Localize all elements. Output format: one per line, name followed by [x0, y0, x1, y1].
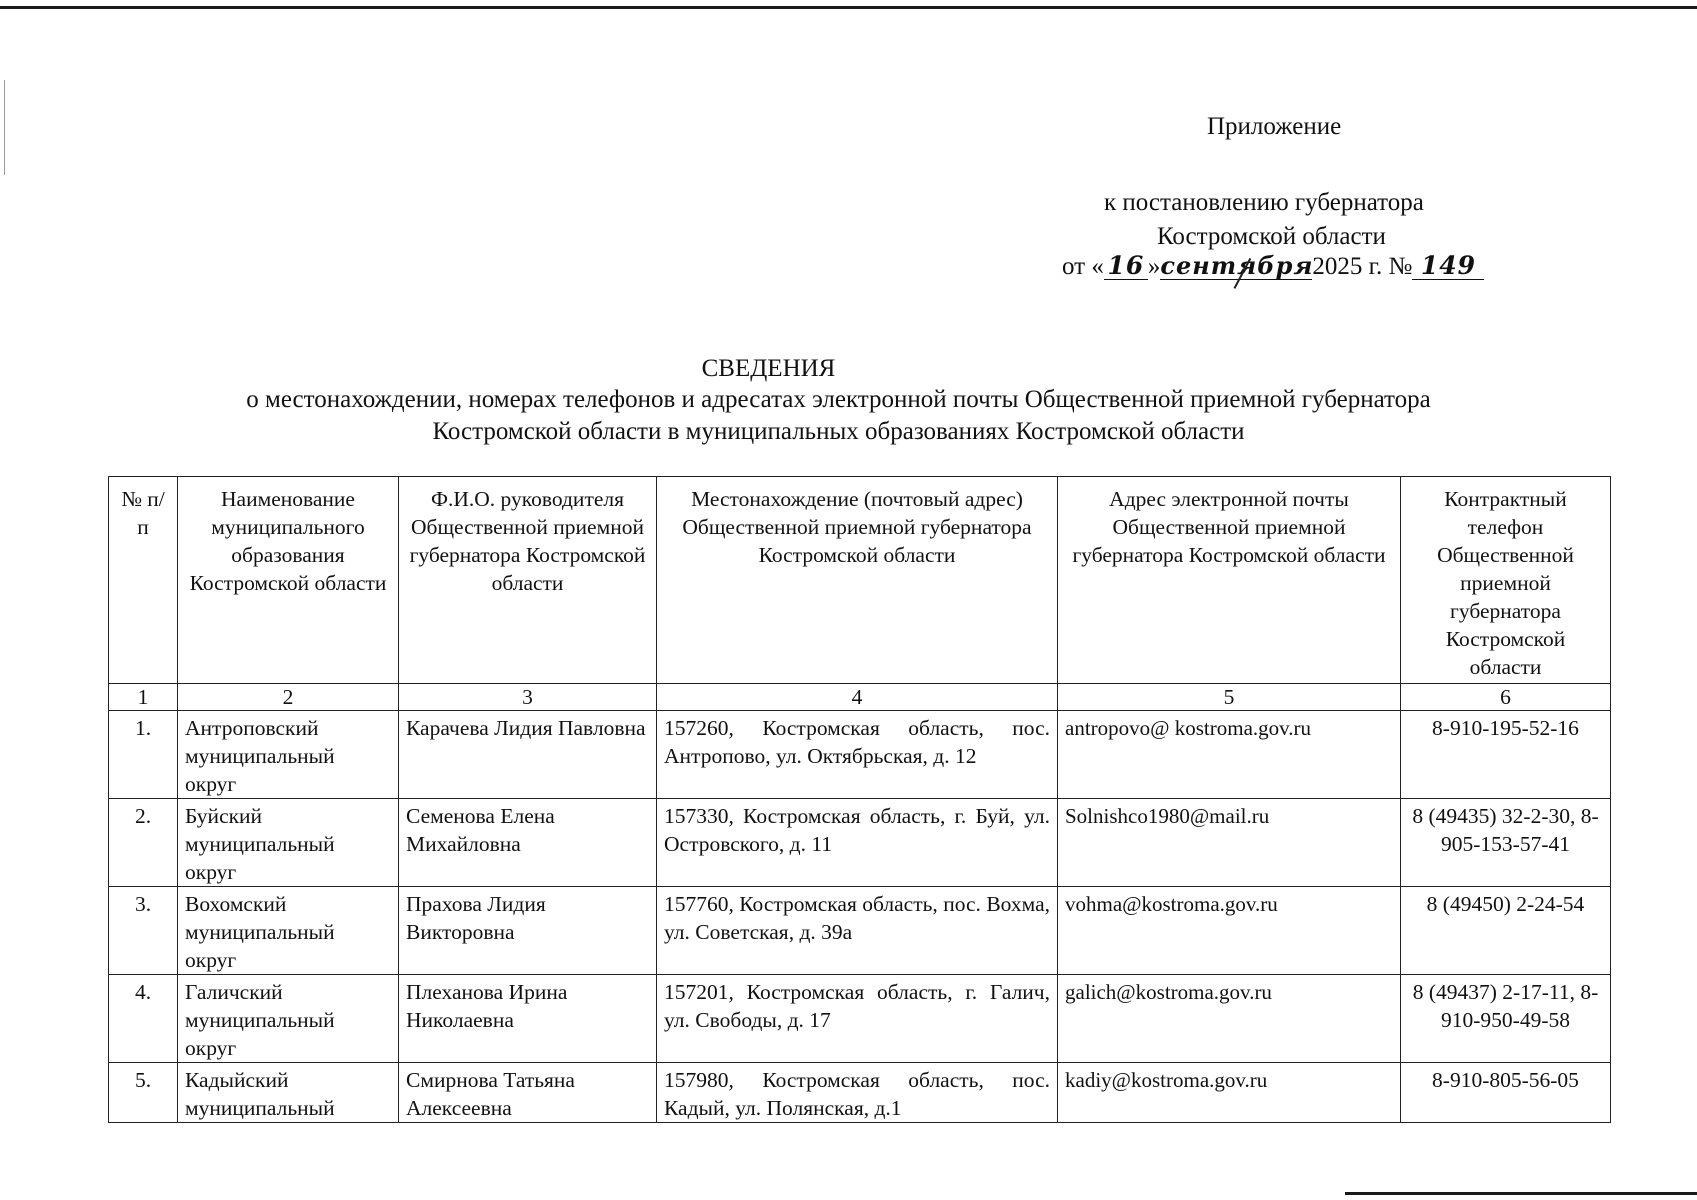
date-year: 2025 г. № [1312, 253, 1413, 280]
phone-number: 8-910-195-52-16 [1401, 711, 1611, 799]
municipality-name: Вохомский муниципальный округ [178, 887, 399, 975]
header-address: Местонахождение (почтовый адрес) Общественной приемной губернатора Костромской области [657, 477, 1058, 684]
annex-resolution-line: к постановлению губернатора [1104, 189, 1424, 216]
date-quote-close: » [1147, 253, 1161, 280]
email-address: galich@kostroma.gov.ru [1058, 975, 1401, 1063]
annex-date-line [1062, 250, 1484, 283]
annex-region-line: Костромской области [1157, 223, 1386, 250]
head-name: Плеханова Ирина Николаевна [399, 975, 657, 1063]
phone-number: 8 (49435) 32-2-30, 8-905-153-57-41 [1401, 799, 1611, 887]
header-municipality: Наименование муниципального образования Костромской области [178, 477, 399, 684]
postal-address: 157760, Костромская область, пос. Вохма, ул. Советская, д. 39а [657, 887, 1058, 975]
email-address: kadiy@kostroma.gov.ru [1058, 1063, 1401, 1123]
table-header-row [109, 477, 1611, 684]
email-address: vohma@kostroma.gov.ru [1058, 887, 1401, 975]
header-head-name: Ф.И.О. руководителя Общественной приемной губернатора Костромской области [399, 477, 657, 684]
column-number-row [109, 684, 1611, 711]
handwritten-month: сентября [1160, 251, 1314, 280]
head-name: Смирнова Татьяна Алексеевна [399, 1063, 657, 1123]
date-prefix: от « [1062, 253, 1104, 280]
document-subtitle-line1: о местонахождении, номерах телефонов и адресатах электронной почты Общественной приемной губернатора [246, 386, 1431, 413]
row-number: 1. [109, 711, 178, 799]
postal-address: 157260, Костромская область, пос. Антропово, ул. Октябрьская, д. 12 [657, 711, 1058, 799]
postal-address: 157330, Костромская область, г. Буй, ул. Островского, д. 11 [657, 799, 1058, 887]
document-title: СВЕДЕНИЯ [701, 355, 836, 382]
header-phone: Контрактный телефон Общественной приемной губернатора Костромской области [1401, 477, 1611, 684]
head-name: Семенова Елена Михайловна [399, 799, 657, 887]
municipality-name: Буйский муниципальный округ [178, 799, 399, 887]
row-number: 5. [109, 1063, 178, 1123]
handwritten-day: 16 [1104, 253, 1148, 280]
table-row [109, 887, 1611, 975]
row-number: 2. [109, 799, 178, 887]
column-number: 1 [109, 684, 178, 711]
municipality-name: Антроповский муниципальный округ [178, 711, 399, 799]
row-number: 4. [109, 975, 178, 1063]
scan-margin-mark [4, 80, 5, 175]
column-number: 5 [1058, 684, 1401, 711]
column-number: 4 [657, 684, 1058, 711]
column-number: 2 [178, 684, 399, 711]
scan-border-bottom [1345, 1192, 1697, 1195]
phone-number: 8 (49450) 2-24-54 [1401, 887, 1611, 975]
scan-border-top [0, 6, 1697, 9]
header-email: Адрес электронной почты Общественной приемной губернатора Костромской области [1058, 477, 1401, 684]
table-row [109, 799, 1611, 887]
column-number: 3 [399, 684, 657, 711]
phone-number: 8 (49437) 2-17-11, 8-910-950-49-58 [1401, 975, 1611, 1063]
document-subtitle-line2: Костромской области в муниципальных образованиях Костромской области [432, 418, 1245, 445]
municipality-name: Кадыйский муниципальный [178, 1063, 399, 1123]
postal-address: 157980, Костромская область, пос. Кадый, ул. Полянская, д.1 [657, 1063, 1058, 1123]
annex-title: Приложение [1207, 113, 1342, 140]
email-address: Solnishco1980@mail.ru [1058, 799, 1401, 887]
municipality-name: Галичский муниципальный округ [178, 975, 399, 1063]
column-number: 6 [1401, 684, 1611, 711]
head-name: Прахова Лидия Викторовна [399, 887, 657, 975]
row-number: 3. [109, 887, 178, 975]
reception-offices-table [108, 476, 1611, 1123]
head-name: Карачева Лидия Павловна [399, 711, 657, 799]
table-row [109, 975, 1611, 1063]
table-row [109, 711, 1611, 799]
email-address: antropovo@ kostroma.gov.ru [1058, 711, 1401, 799]
header-number: № п/п [109, 477, 178, 684]
postal-address: 157201, Костромская область, г. Галич, ул. Свободы, д. 17 [657, 975, 1058, 1063]
handwritten-number: 149 [1412, 253, 1484, 280]
table-row [109, 1063, 1611, 1123]
phone-number: 8-910-805-56-05 [1401, 1063, 1611, 1123]
